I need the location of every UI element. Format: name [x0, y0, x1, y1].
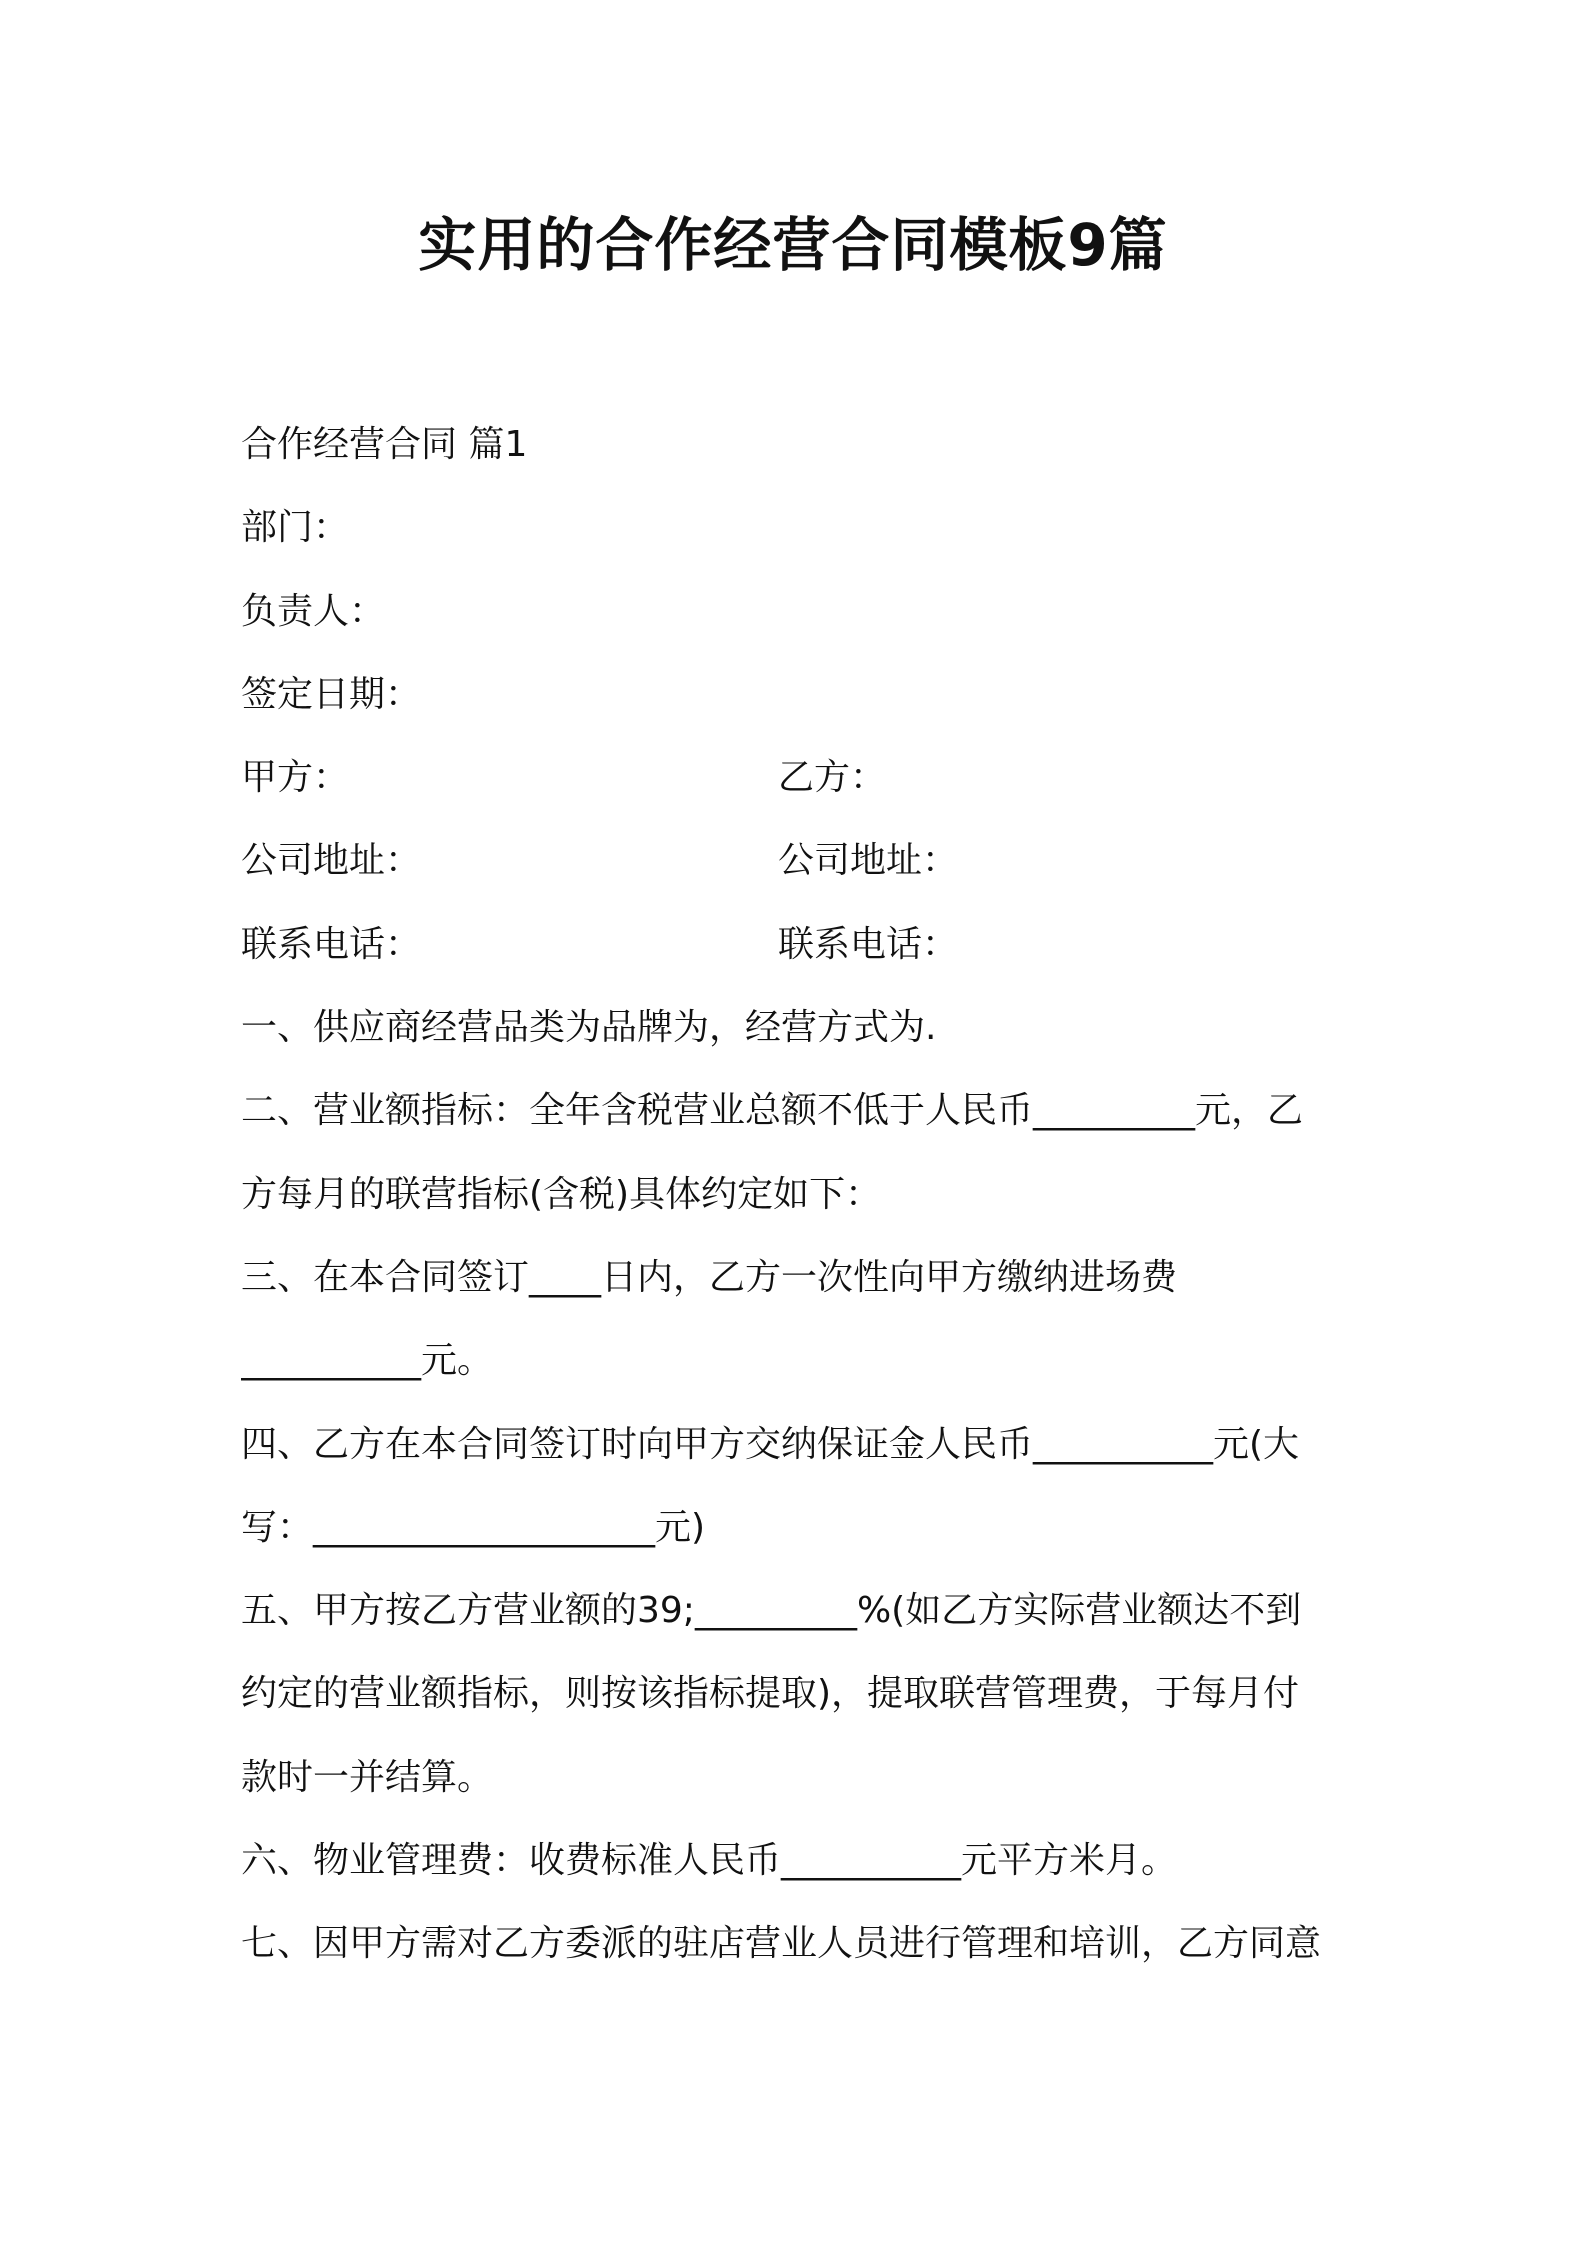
clause-2-line-1: 二、营业额指标：全年含税营业总额不低于人民币_________元，乙: [241, 1090, 1304, 1132]
document-body: [241, 403, 1361, 1986]
party-b-address-label: 公司地址：: [778, 840, 959, 882]
document-title: 实用的合作经营合同模板9篇: [418, 211, 1168, 279]
clause-5-line-1: 五、甲方按乙方营业额的39;_________%(如乙方实际营业额达不到: [241, 1590, 1302, 1632]
phone-row: [241, 903, 1361, 986]
clause-5-line-2: 约定的营业额指标，则按该指标提取)，提取联营管理费，于每月付: [241, 1673, 1300, 1715]
clause-3-line-1: 三、在本合同签订____日内，乙方一次性向甲方缴纳进场费: [241, 1256, 1178, 1298]
responsible-person-field: 负责人：: [241, 590, 386, 632]
party-row: [241, 736, 1361, 819]
party-a-phone-label: 联系电话：: [241, 923, 422, 965]
party-a-address-label: 公司地址：: [241, 840, 422, 882]
clause-1: 一、供应商经营品类为品牌为，经营方式为.: [241, 1007, 937, 1049]
clause-5-line-3: 款时一并结算。: [241, 1756, 494, 1798]
section-heading: 合作经营合同 篇1: [241, 424, 528, 465]
party-a-label: 甲方：: [241, 757, 350, 799]
clause-4-line-1: 四、乙方在本合同签订时向甲方交纳保证金人民币__________元(大: [241, 1423, 1300, 1465]
clause-7-line-1: 七、因甲方需对乙方委派的驻店营业人员进行管理和培训，乙方同意: [241, 1923, 1322, 1965]
clause-4-line-2: 写：___________________元): [241, 1506, 706, 1548]
signing-date-field: 签定日期：: [241, 673, 422, 715]
clause-3-line-2: __________元。: [241, 1340, 494, 1382]
address-row: [241, 819, 1361, 902]
party-b-label: 乙方：: [778, 757, 887, 799]
clause-6: 六、物业管理费：收费标准人民币__________元平方米月。: [241, 1840, 1178, 1882]
clause-2-line-2: 方每月的联营指标(含税)具体约定如下：: [241, 1173, 882, 1215]
department-field: 部门：: [241, 507, 350, 549]
party-b-phone-label: 联系电话：: [778, 923, 959, 965]
